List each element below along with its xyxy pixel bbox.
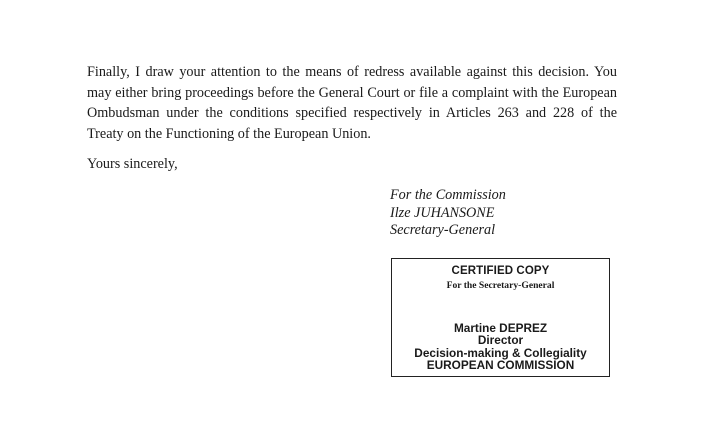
signature-block: [390, 187, 506, 240]
signatory-title: Secretary-General: [390, 222, 496, 238]
stamp-name: Martine DEPREZ: [453, 321, 548, 335]
stamp-role: Director: [477, 333, 524, 348]
stamp-organisation: EUROPEAN COMMISSION: [426, 358, 575, 373]
stamp-subheading: For the Secretary-General: [446, 280, 555, 291]
closing-salutation: Yours sincerely,: [87, 156, 178, 172]
signatory-name: Ilze JUHANSONE: [390, 204, 495, 221]
stamp-unit: Decision-making & Collegiality: [414, 345, 587, 360]
redress-paragraph: Finally, I draw your attention to the means of redress available against this decision. You may either bring proceedings before the General Court or file a complaint with the European Ombudsman under the conditions specified respectively in Articles 263 and 228 of the Treaty on the Functioning of the European Union.: [87, 64, 617, 142]
signature-on-behalf: For the Commission: [390, 187, 506, 203]
stamp-heading: CERTIFIED COPY: [451, 265, 550, 277]
certified-copy-stamp: [391, 258, 610, 377]
stamp-certifier-block: [392, 322, 609, 372]
